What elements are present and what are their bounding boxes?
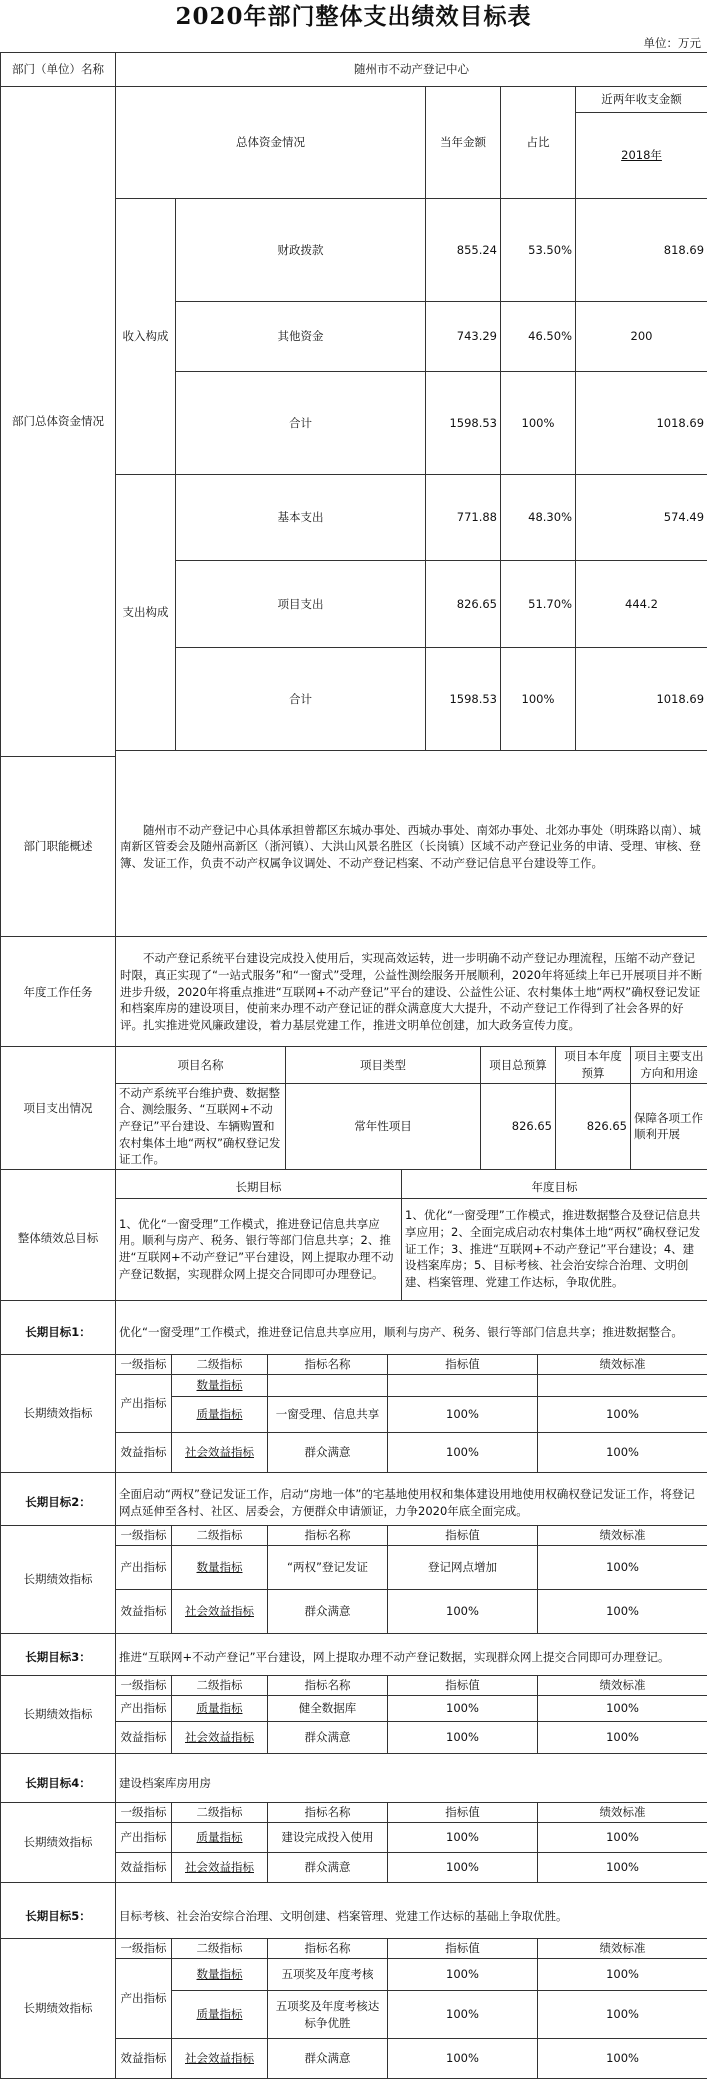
l1-header: 一级指标 (116, 1802, 172, 1822)
indicator-std: 100% (538, 1822, 707, 1852)
indicator-std (538, 1375, 707, 1397)
goal-label: 长期目标2： (1, 1481, 116, 1525)
name-header: 指标名称 (268, 1355, 388, 1375)
name-header: 指标名称 (268, 1802, 388, 1822)
year-2018-header: 2018年 (576, 113, 707, 199)
project-budget: 826.65 (481, 1083, 556, 1169)
l2-cell: 质量指标 (172, 1822, 268, 1852)
goal-text: 全面启动“两权”登记发证工作，启动“房地一体”的宅基地使用权和集体建设用地使用权确权登记发证工作，将登记网点延伸至各村、社区、居委会，方便群众申请颁证，力争2020年底全面完成。 (116, 1481, 707, 1525)
l2-cell: 数量指标 (172, 1375, 268, 1397)
goal-block (0, 1634, 707, 1755)
indicator-std: 100% (538, 1991, 707, 2039)
indicator-name: 群众满意 (268, 1433, 388, 1473)
project-label: 项目支出情况 (1, 1047, 116, 1169)
indicator-name: 五项奖及年度考核达标争优胜 (268, 1991, 388, 2039)
indicator-name: “两权”登记发证 (268, 1545, 388, 1589)
project-dir-header: 项目主要支出方向和用途 (631, 1047, 707, 1083)
l2-cell: 社会效益指标 (172, 2039, 268, 2079)
indicator-std: 100% (538, 1696, 707, 1722)
funds-recent-header: 近两年收支金额 (576, 87, 707, 113)
output-label: 产出指标 (116, 1375, 172, 1433)
income-label: 收入构成 (116, 199, 176, 475)
indicator-name: 健全数据库 (268, 1696, 388, 1722)
goal-block (0, 1883, 707, 2079)
project-year: 826.65 (556, 1083, 631, 1169)
income-row-1: 其他资金 743.29 46.50% 200 (1, 302, 707, 372)
l1-header: 一级指标 (116, 1676, 172, 1696)
overall-year-header: 年度目标 (402, 1178, 707, 1198)
indicator-value: 登记网点增加 (388, 1545, 538, 1589)
value-header: 指标值 (388, 1939, 538, 1959)
indicator-std: 100% (538, 1433, 707, 1473)
l2-cell: 社会效益指标 (172, 1722, 268, 1754)
goal-text: 推进“互联网+不动产登记”平台建设，网上提取办理不动产登记数据，实现群众网上提交合同即可办理登记。 (116, 1640, 707, 1676)
l2-cell: 社会效益指标 (172, 1852, 268, 1882)
funds-ratio-header: 占比 (501, 87, 576, 199)
l2-header: 二级指标 (172, 1802, 268, 1822)
std-header: 绩效标准 (538, 1676, 707, 1696)
perf-label: 长期绩效指标 (1, 1676, 116, 1754)
goal-text: 优化“一窗受理”工作模式，推进登记信息共享应用，顺利与房产、税务、银行等部门信息共享；推进数据整合。 (116, 1311, 707, 1355)
value-header: 指标值 (388, 1355, 538, 1375)
income-row-2: 合计 1598.53 100% 1018.69 (1, 372, 707, 475)
indicator-value: 100% (388, 2039, 538, 2079)
indicator-value: 100% (388, 1822, 538, 1852)
l2-cell: 社会效益指标 (172, 1433, 268, 1473)
l2-header: 二级指标 (172, 1939, 268, 1959)
indicator-name: 群众满意 (268, 1589, 388, 1633)
indicator-std: 100% (538, 1545, 707, 1589)
output-label: 产出指标 (116, 1959, 172, 2039)
benefit-label: 效益指标 (116, 2039, 172, 2079)
indicator-name: 五项奖及年度考核 (268, 1959, 388, 1991)
indicator-name: 群众满意 (268, 1722, 388, 1754)
goal-block (0, 1473, 707, 1634)
goal-block (0, 1301, 707, 1474)
project-type-header: 项目类型 (286, 1047, 481, 1083)
indicator-value: 100% (388, 1397, 538, 1433)
indicator-std: 100% (538, 2039, 707, 2079)
std-header: 绩效标准 (538, 1802, 707, 1822)
overall-long-text: 1、优化“一窗受理”工作模式，推进登记信息共享应用。顺利与房产、税务、银行等部门信息共享；2、推进“互联网+不动产登记”平台建设，网上提取办理不动产登记数据，实现群众网上提交合同即可办理登记。 (116, 1198, 402, 1300)
expense-row-0: 支出构成 基本支出 771.88 48.30% 574.49 (1, 475, 707, 561)
l1-header: 一级指标 (116, 1939, 172, 1959)
l2-header: 二级指标 (172, 1355, 268, 1375)
indicator-name: 群众满意 (268, 1852, 388, 1882)
project-budget-header: 项目总预算 (481, 1047, 556, 1083)
goal-text: 建设档案库房用房 (116, 1766, 707, 1802)
indicator-std: 100% (538, 1959, 707, 1991)
indicator-value (388, 1375, 538, 1397)
std-header: 绩效标准 (538, 1355, 707, 1375)
l2-header: 二级指标 (172, 1525, 268, 1545)
page-title: 2020年部门整体支出绩效目标表 (0, 0, 707, 34)
annual-label: 年度工作任务 (1, 937, 116, 1047)
overall-year-text: 1、优化“一窗受理”工作模式，推进数据整合及登记信息共享应用；2、全面完成启动农村集体土地“两权”确权登记发证工作；3、推进“互联网+不动产登记”平台建设；4、建设档案库房；5、目标考核、社会治安综合治理、文明创建、档案管理、党建工作达标，争取优胜。 (402, 1198, 707, 1300)
duty-text: 随州市不动产登记中心具体承担曾都区东城办事处、西城办事处、南郊办事处、北郊办事处（明珠路以南）、城南新区管委会及随州高新区（浙河镇）、大洪山风景名胜区（长岗镇）区域不动产登记业务的申请、受理、审核、登簿、发证工作，负责不动产权属争议调处、不动产登记档案、不动产登记信息平台建设等工作。 (116, 757, 707, 937)
duty-label: 部门职能概述 (1, 757, 116, 937)
l2-cell: 质量指标 (172, 1696, 268, 1722)
funds-table (0, 52, 707, 757)
name-header: 指标名称 (268, 1676, 388, 1696)
project-dir: 保障各项工作顺利开展 (631, 1083, 707, 1169)
benefit-label: 效益指标 (116, 1433, 172, 1473)
benefit-label: 效益指标 (116, 1722, 172, 1754)
output-label: 产出指标 (116, 1822, 172, 1852)
expense-row-2: 合计 1598.53 100% 1018.69 (1, 647, 707, 750)
indicator-name: 群众满意 (268, 2039, 388, 2079)
indicator-std: 100% (538, 1722, 707, 1754)
perf-label: 长期绩效指标 (1, 1525, 116, 1633)
goal-label: 长期目标3： (1, 1640, 116, 1676)
overall-long-header: 长期目标 (116, 1178, 402, 1198)
indicator-std: 100% (538, 1397, 707, 1433)
expense-row-1: 项目支出 826.65 51.70% 444.2 (1, 561, 707, 647)
goal-block (0, 1754, 707, 1883)
perf-label: 长期绩效指标 (1, 1355, 116, 1473)
indicator-value: 100% (388, 1433, 538, 1473)
l1-header: 一级指标 (116, 1355, 172, 1375)
l2-cell: 质量指标 (172, 1991, 268, 2039)
income-row-0: 收入构成 财政拨款 855.24 53.50% 818.69 (1, 199, 707, 302)
goal-label: 长期目标5： (1, 1895, 116, 1939)
value-header: 指标值 (388, 1676, 538, 1696)
project-name: 不动产系统平台维护费、数据整合、测绘服务、“互联网+不动产登记”平台建设、车辆购置和农村集体土地“两权”确权登记发证工作。 (116, 1083, 286, 1169)
indicator-name: 建设完成投入使用 (268, 1822, 388, 1852)
project-type: 常年性项目 (286, 1083, 481, 1169)
annual-text: 不动产登记系统平台建设完成投入使用后，实现高效运转，进一步明确不动产登记办理流程，压缩不动产登记时限，真正实现了“一站式服务”和“一窗式”受理，公益性测绘服务开展顺利，2020年将延续上年已开展项目并不断进步升级，2020年将重点推进“互联网+不动产登记”平台的建设、公益性公证、农村集体土地“两权”确权登记发证和档案库房的建设项目，使前来办理不动产登记证的群众满意度大大提升，不动产登记工作得到了社会各界的好评。扎实推进党风廉政建设，着力基层党建工作，推进文明单位创建，加大政务宣传力度。 (116, 937, 707, 1047)
goal-label: 长期目标1： (1, 1311, 116, 1355)
funds-label: 部门总体资金情况 (1, 87, 116, 757)
goal-text: 目标考核、社会治安综合治理、文明创建、档案管理、党建工作达标的基础上争取优胜。 (116, 1895, 707, 1939)
unit-label: 单位：万元 (0, 34, 707, 52)
project-name-header: 项目名称 (116, 1047, 286, 1083)
l2-cell: 数量指标 (172, 1545, 268, 1589)
benefit-label: 效益指标 (116, 1852, 172, 1882)
output-label: 产出指标 (116, 1696, 172, 1722)
value-header: 指标值 (388, 1802, 538, 1822)
output-label: 产出指标 (116, 1545, 172, 1589)
l2-header: 二级指标 (172, 1676, 268, 1696)
indicator-value: 100% (388, 1852, 538, 1882)
perf-label: 长期绩效指标 (1, 1802, 116, 1882)
project-year-header: 项目本年度预算 (556, 1047, 631, 1083)
std-header: 绩效标准 (538, 1525, 707, 1545)
name-header: 指标名称 (268, 1525, 388, 1545)
value-header: 指标值 (388, 1525, 538, 1545)
dept-value: 随州市不动产登记中心 (116, 53, 707, 87)
indicator-value: 100% (388, 1722, 538, 1754)
indicator-name (268, 1375, 388, 1397)
goal-label: 长期目标4： (1, 1766, 116, 1802)
name-header: 指标名称 (268, 1939, 388, 1959)
overall-table (0, 1170, 707, 1301)
benefit-label: 效益指标 (116, 1589, 172, 1633)
std-header: 绩效标准 (538, 1939, 707, 1959)
funds-current-header: 当年金额 (426, 87, 501, 199)
l2-cell: 社会效益指标 (172, 1589, 268, 1633)
overall-label: 整体绩效总目标 (1, 1178, 116, 1300)
indicator-value: 100% (388, 1991, 538, 2039)
indicator-std: 100% (538, 1589, 707, 1633)
indicator-value: 100% (388, 1696, 538, 1722)
l2-cell: 质量指标 (172, 1397, 268, 1433)
funds-overall-header: 总体资金情况 (116, 87, 426, 199)
indicator-value: 100% (388, 1959, 538, 1991)
project-table (0, 1047, 707, 1170)
indicator-value: 100% (388, 1589, 538, 1633)
perf-label: 长期绩效指标 (1, 1939, 116, 2079)
l2-cell: 数量指标 (172, 1959, 268, 1991)
long-term-goals (0, 1301, 707, 2079)
expense-label: 支出构成 (116, 475, 176, 751)
indicator-std: 100% (538, 1852, 707, 1882)
text-sections (0, 757, 707, 1048)
indicator-name: 一窗受理、信息共享 (268, 1397, 388, 1433)
l1-header: 一级指标 (116, 1525, 172, 1545)
dept-label: 部门（单位）名称 (1, 53, 116, 87)
